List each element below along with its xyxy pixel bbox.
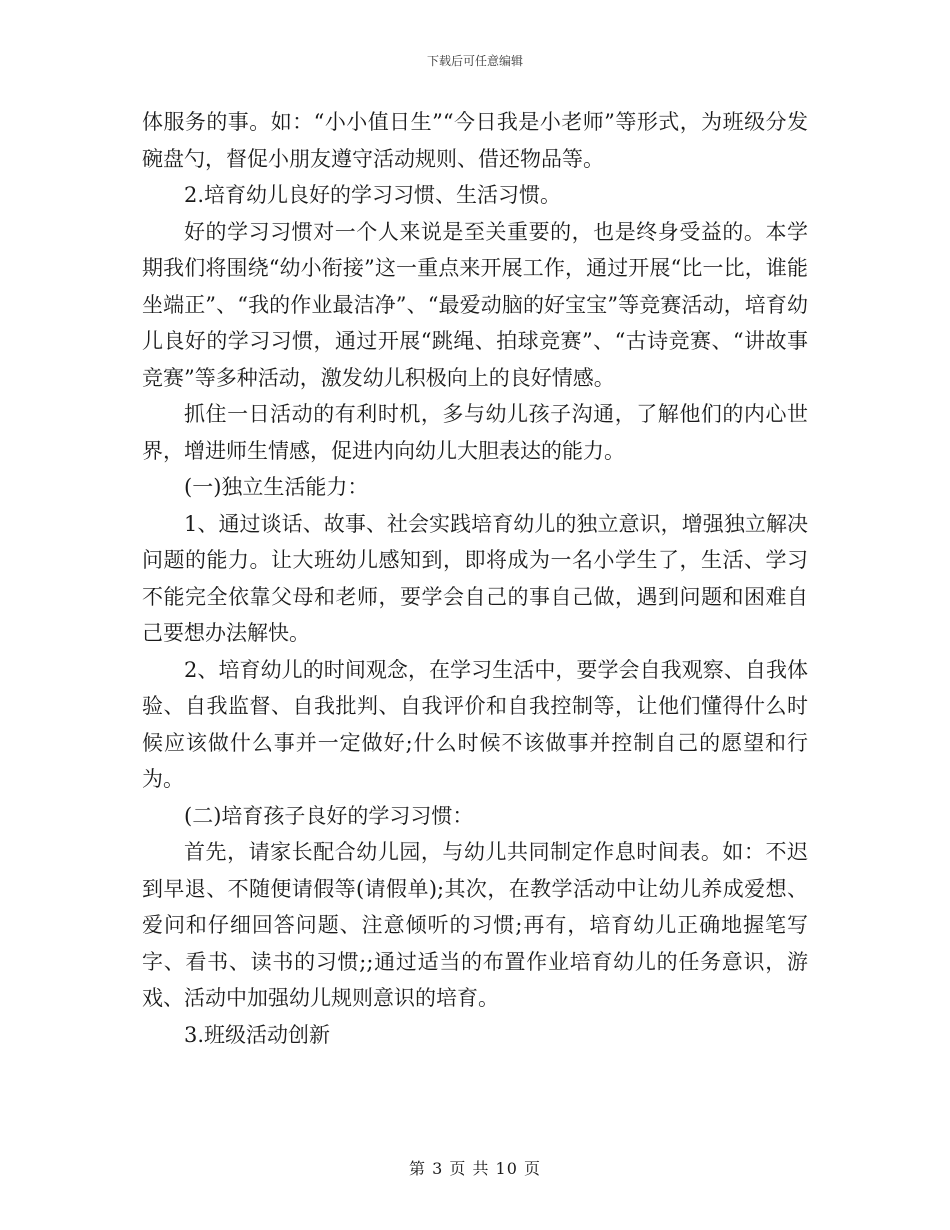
paragraph: 1、通过谈话、故事、社会实践培育幼儿的独立意识，增强独立解决问题的能力。让大班幼儿感知到，即将成为一名小学生了，生活、学习不能完全依靠父母和老师，要学会自己的事自己做，遇到问题和困难自己要想办法解快。 [142,511,808,645]
paragraph: 好的学习习惯对一个人来说是至关重要的，也是终身受益的。本学期我们将围绕“幼小衔接”这一重点来开展工作，通过开展“比一比，谁能坐端正”、“我的作业最洁净”、“最爱动脑的好宝宝”等竞赛活动，培育幼儿良好的学习习惯，通过开展“跳绳、拍球竞赛”、“古诗竞赛、“讲故事竞赛”等多种活动，激发幼儿积极向上的良好情感。 [142,219,808,390]
paragraph: 首先，请家长配合幼儿园，与幼儿共同制定作息时间表。如：不迟到早退、不随便请假等(请假单);其次，在教学活动中让幼儿养成爱想、爱问和仔细回答问题、注意倾听的习惯;再有，培育幼儿正确地握笔写字、看书、读书的习惯;;通过适当的布置作业培育幼儿的任务意识，游戏、活动中加强幼儿规则意识的培育。 [142,840,808,1010]
section-heading: (二)培育孩子良好的学习习惯： [184,803,474,828]
document-body [142,104,808,1053]
page-number-footer: 第 3 页 共 10 页 [409,1159,541,1178]
paragraph: 抓住一日活动的有利时机，多与幼儿孩子沟通，了解他们的内心世界，增进师生情感，促进内向幼儿大胆表达的能力。 [142,402,808,463]
section-heading: 3.班级活动创新 [184,1022,331,1047]
section-heading: (一)独立生活能力： [184,475,369,499]
paragraph: 2.培育幼儿良好的学习习惯、生活习惯。 [184,183,562,207]
paragraph: 体服务的事。如：“小小值日生”“今日我是小老师”等形式，为班级分发碗盘勺，督促小朋友遵守活动规则、借还物品等。 [142,110,808,171]
paragraph: 2、培育幼儿的时间观念，在学习生活中，要学会自我观察、自我体验、自我监督、自我批判、自我评价和自我控制等，让他们懂得什么时候应该做什么事并一定做好;什么时候不该做事并控制自己的愿望和行为。 [142,657,808,791]
page-header: 下载后可任意编辑 [426,54,523,68]
